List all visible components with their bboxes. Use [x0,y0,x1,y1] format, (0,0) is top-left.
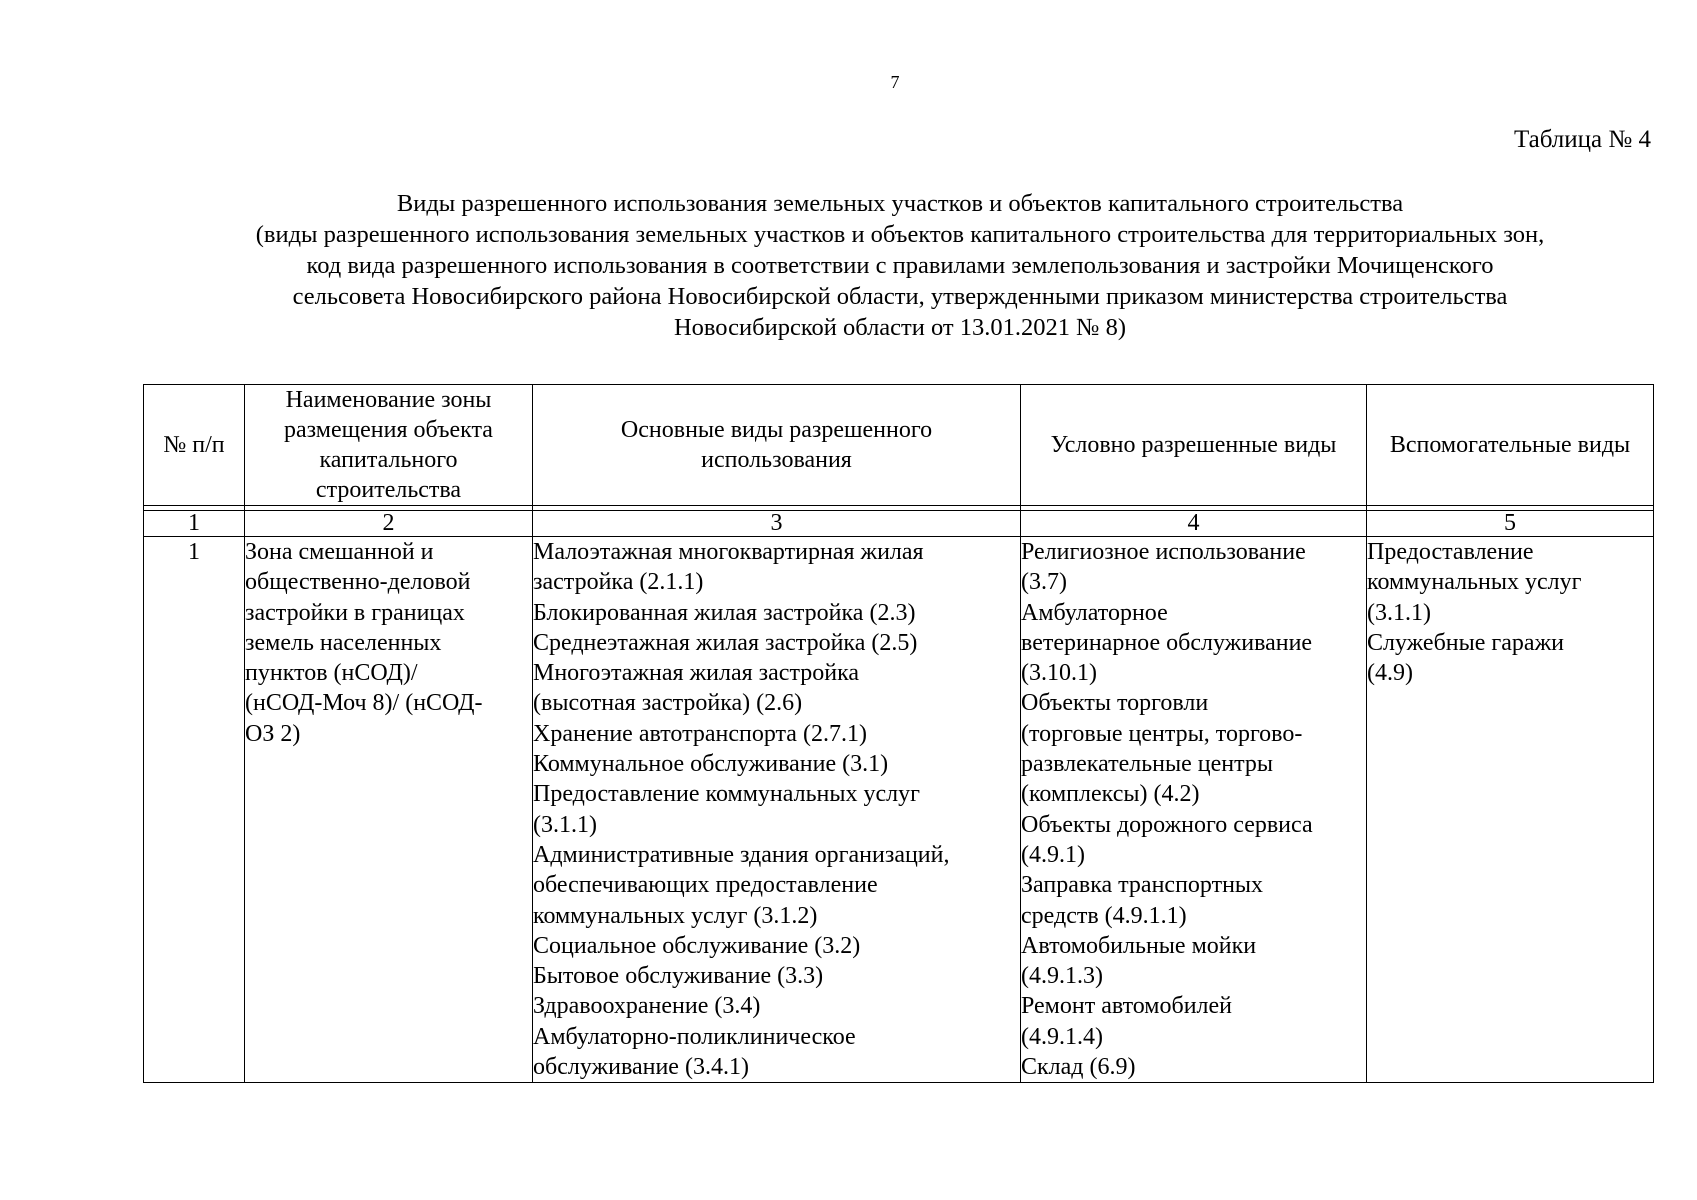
cell-line: застройки в границах [245,599,465,626]
zone-name-cell [245,537,533,1083]
cell-line: Амбулаторно-поликлиническое [533,1023,856,1050]
column-number: 2 [245,511,533,537]
cell-line: Бытовое обслуживание (3.3) [533,963,824,990]
cell-line: (4.9.1.3) [1021,963,1103,990]
title-line: Новосибирской области от 13.01.2021 № 8) [673,314,1127,341]
document-title [140,188,1660,343]
cell-line: Социальное обслуживание (3.2) [533,932,861,959]
header-auxiliary-uses [1367,385,1654,506]
cell-line: (3.1.1) [1367,599,1431,626]
cell-line: Служебные гаражи [1367,629,1564,656]
cell-line: общественно-деловой [245,569,471,596]
header-line: размещения объекта [284,417,493,443]
cell-line: Заправка транспортных [1021,872,1264,899]
cell-line: обслуживание (3.4.1) [533,1054,749,1081]
cell-line: Автомобильные мойки [1021,932,1257,959]
cell-line: земель населенных [245,629,442,656]
header-zone-name [245,385,533,506]
header-line: Основные виды разрешенного [620,417,933,443]
cell-line: ОЗ 2) [245,720,301,747]
cell-line: Коммунальное обслуживание (3.1) [533,751,889,778]
table-row [144,537,1654,1083]
header-line: Условно разрешенные виды [1050,432,1337,458]
cell-line: обеспечивающих предоставление [533,872,878,899]
cell-line: (комплексы) (4.2) [1021,781,1200,808]
cell-line: Объекты дорожного сервиса [1021,811,1313,838]
column-number: 4 [1021,511,1367,537]
cell-line: Многоэтажная жилая застройка [533,660,860,687]
header-conditional-uses [1021,385,1367,506]
header-main-uses [533,385,1021,506]
cell-line: коммунальных услуг [1367,569,1582,596]
cell-line: коммунальных услуг (3.1.2) [533,902,818,929]
cell-line: Предоставление [1367,539,1534,565]
title-line: сельсовета Новосибирского района Новосибирской области, утвержденными приказом министерства строительства [292,283,1508,310]
cell-line: (высотная застройка) (2.6) [533,690,803,717]
header-line: использования [701,447,852,473]
column-number: 1 [144,511,245,537]
main-uses-cell [533,537,1021,1083]
title-line: Виды разрешенного использования земельных участков и объектов капитального строительства [396,190,1404,217]
cell-line: Религиозное использование [1021,539,1306,565]
cell-line: (4.9) [1367,660,1413,687]
header-line: строительства [315,477,462,503]
column-number: 5 [1367,511,1654,537]
page-number: 7 [890,72,900,92]
cell-line: Здравоохранение (3.4) [533,993,761,1020]
header-line: № п/п [163,432,225,458]
auxiliary-uses-cell [1367,537,1654,1083]
cell-line: Зона смешанной и [245,539,434,565]
row-number: 1 [144,537,245,1083]
cell-line: Малоэтажная многоквартирная жилая [533,539,924,565]
cell-line: (торговые центры, торгово- [1021,720,1303,747]
cell-line: застройка (2.1.1) [533,569,704,596]
cell-line: (3.10.1) [1021,660,1097,687]
cell-line: (4.9.1.4) [1021,1023,1103,1050]
header-line: капитального [319,447,458,473]
header-line: Наименование зоны [285,387,492,413]
cell-line: (нСОД-Моч 8)/ (нСОД- [245,690,483,717]
cell-line: Среднеэтажная жилая застройка (2.5) [533,629,918,656]
cell-line: (3.1.1) [533,811,597,838]
column-number-row [144,511,1654,537]
header-line: Вспомогательные виды [1389,432,1631,458]
cell-line: Ремонт автомобилей [1021,993,1233,1020]
conditional-uses-cell [1021,537,1367,1083]
header-number [144,385,245,506]
cell-line: Блокированная жилая застройка (2.3) [533,599,916,626]
table-header-row [144,385,1654,506]
cell-line: Административные здания организаций, [533,841,950,868]
title-line: код вида разрешенного использования в соответствии с правилами землепользования и застройки Мочищенского [306,252,1494,279]
cell-line: Предоставление коммунальных услуг [533,781,920,808]
cell-line: Амбулаторное [1021,599,1168,626]
cell-line: пунктов (нСОД)/ [245,660,418,687]
cell-line: ветеринарное обслуживание [1021,629,1313,656]
cell-line: средств (4.9.1.1) [1021,902,1187,929]
title-line: (виды разрешенного использования земельных участков и объектов капитального строительства для территориальных зон, [255,221,1545,248]
column-number: 3 [533,511,1021,537]
cell-line: (4.9.1) [1021,841,1085,868]
cell-line: развлекательные центры [1021,751,1274,778]
cell-line: Хранение автотранспорта (2.7.1) [533,720,867,747]
cell-line: Склад (6.9) [1021,1054,1136,1081]
table-label: Таблица № 4 [1513,126,1651,153]
cell-line: (3.7) [1021,569,1067,596]
cell-line: Объекты торговли [1021,690,1209,717]
land-use-table [143,384,1654,1083]
